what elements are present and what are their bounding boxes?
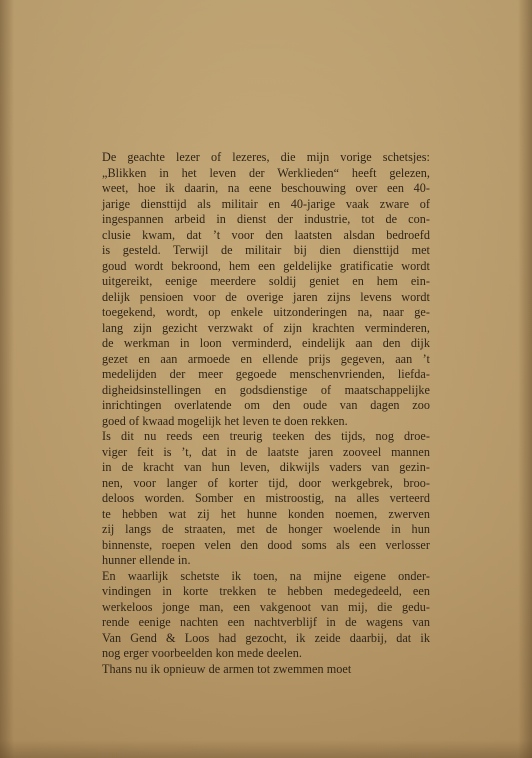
text-line: toegekend, wordt, op enkele uitzonderingen na, naar ge-: [102, 305, 430, 319]
text-line: goud wordt bekroond, hem een geldelijke gratificatie wordt: [102, 258, 430, 273]
text-line: De geachte lezer of lezeres, die mijn vorige schetsjes:: [102, 150, 430, 164]
text-line: En waarlijk schetste ik toen, na mijne eigene onder-: [102, 568, 430, 583]
page-edge-left-shadow: [0, 0, 14, 758]
text-line: clusie kwam, dat ’t voor den laatsten alsdan bedroefd: [102, 227, 430, 242]
text-line: nen, voor langer of korter tijd, door werkgebrek, broo-: [102, 475, 430, 490]
text-line: rende eenige nachten een nachtverblijf in de wagens van: [102, 615, 430, 629]
text-line: delijk pensioen voor de overige jaren zijns levens wordt: [102, 289, 430, 304]
paragraph-2: [102, 429, 430, 569]
text-line: Van Gend & Loos had gezocht, ik zeide daarbij, dat ik: [102, 630, 430, 645]
text-line: lang zijn gezicht verzwakt of zijn krachten verminderen,: [102, 320, 430, 335]
text-line: vindingen in korte trekken te hebben medegedeeld, een: [102, 584, 430, 598]
text-line: weet, hoe ik daarin, na eene beschouwing over een 40-: [102, 181, 430, 195]
paragraph-4: [102, 662, 430, 678]
text-line: werkeloos jonge man, een vakgenoot van mij, die gedu-: [102, 599, 430, 614]
text-line: binnenste, roepen velen den dood soms als een verlosser: [102, 537, 430, 552]
text-line: inrichtingen overlatende om den oude van dagen zoo: [102, 398, 430, 412]
text-line: nog erger voorbeelden kon mede deelen.: [102, 646, 302, 660]
text-line: in de kracht van hun leven, dikwijls vaders van gezin-: [102, 460, 430, 474]
text-line: jarige diensttijd als militair en 40-jarige vaak zware of: [102, 196, 430, 211]
text-line: medelijden der meer gegoede menschenvrienden, liefda-: [102, 367, 430, 381]
text-line: te hebben wat zij het hunne konden noemen, zwerven: [102, 506, 430, 521]
text-line: hunner ellende in.: [102, 553, 191, 567]
text-line: de werkman in loon verminderd, eindelijk aan den dijk: [102, 336, 430, 350]
text-line: is gesteld. Terwijl de militair bij dien diensttijd met: [102, 243, 430, 257]
paragraph-3: [102, 569, 430, 662]
page-edge-bottom-shadow: [0, 740, 532, 758]
text-line: uitgereikt, eenige meerdere soldij geniet en hem ein-: [102, 274, 430, 288]
text-line: digheidsinstellingen en godsdienstige of maatschappelijke: [102, 382, 430, 397]
page-body-text: [102, 150, 430, 677]
text-line: deloos worden. Somber en mistroostig, na alles verteerd: [102, 491, 430, 505]
text-line: Is dit nu reeds een treurig teeken des tijds, nog droe-: [102, 429, 430, 443]
text-line: „Blikken in het leven der Werklieden“ heeft gelezen,: [102, 165, 430, 180]
text-line: viger feit is ’t, dat in de laatste jaren zooveel mannen: [102, 444, 430, 459]
text-line: zij langs de straaten, met de honger woelende in hun: [102, 522, 430, 536]
text-line: gezet en aan armoede en ellende prijs gegeven, aan ’t: [102, 351, 430, 366]
page-edge-right-shadow: [518, 0, 532, 758]
text-line: ingespannen arbeid in dienst der industrie, tot de con-: [102, 212, 430, 226]
text-line: Thans nu ik opnieuw de armen tot zwemmen moet: [102, 661, 352, 676]
text-line: goed of kwaad mogelijk het leven te doen rekken.: [102, 413, 348, 428]
paragraph-1: [102, 150, 430, 429]
